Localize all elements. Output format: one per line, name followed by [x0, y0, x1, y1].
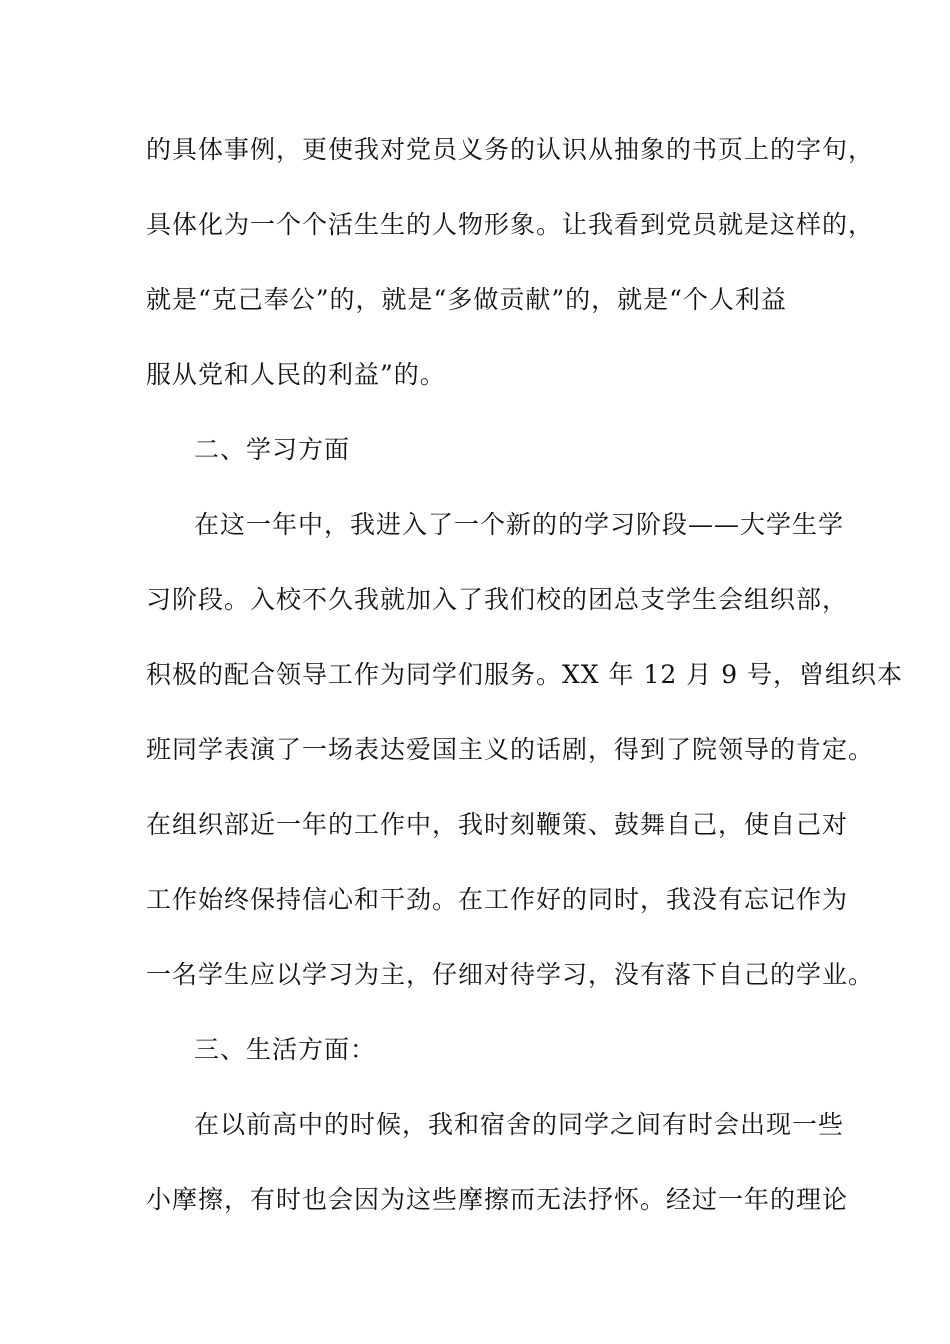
section-heading-life: 三、生活方面：: [194, 1035, 377, 1064]
paragraph-line: 小摩擦，有时也会因为这些摩擦而无法抒怀。经过一年的理论: [146, 1185, 849, 1214]
paragraph-line: 积极的配合领导工作为同学们服务。XX 年 12 月 9 号，曾组织本: [146, 660, 904, 689]
paragraph-line: 具体化为一个个活生生的人物形象。让我看到党员就是这样的，: [146, 210, 875, 239]
paragraph-line: 服从党和人民的利益”的。: [146, 360, 446, 389]
paragraph-line: 就是“克己奉公”的，就是“多做贡献”的，就是“个人利益: [146, 285, 787, 314]
paragraph-line: 在组织部近一年的工作中，我时刻鞭策、鼓舞自己，使自己对: [146, 810, 849, 839]
paragraph-line: 一名学生应以学习为主，仔细对待学习，没有落下自己的学业。: [146, 960, 875, 989]
paragraph-line: 班同学表演了一场表达爱国主义的话剧，得到了院领导的肯定。: [146, 735, 875, 764]
paragraph-line: 工作始终保持信心和干劲。在工作好的同时，我没有忘记作为: [146, 885, 849, 914]
paragraph-line: 在以前高中的时候，我和宿舍的同学之间有时会出现一些: [194, 1110, 845, 1139]
section-heading-study: 二、学习方面: [194, 435, 351, 464]
paragraph-line: 的具体事例，更使我对党员义务的认识从抽象的书页上的字句，: [146, 135, 875, 164]
paragraph-line: 在这一年中，我进入了一个新的的学习阶段——大学生学: [194, 510, 845, 539]
paragraph-line: 习阶段。入校不久我就加入了我们校的团总支学生会组织部，: [146, 585, 849, 614]
